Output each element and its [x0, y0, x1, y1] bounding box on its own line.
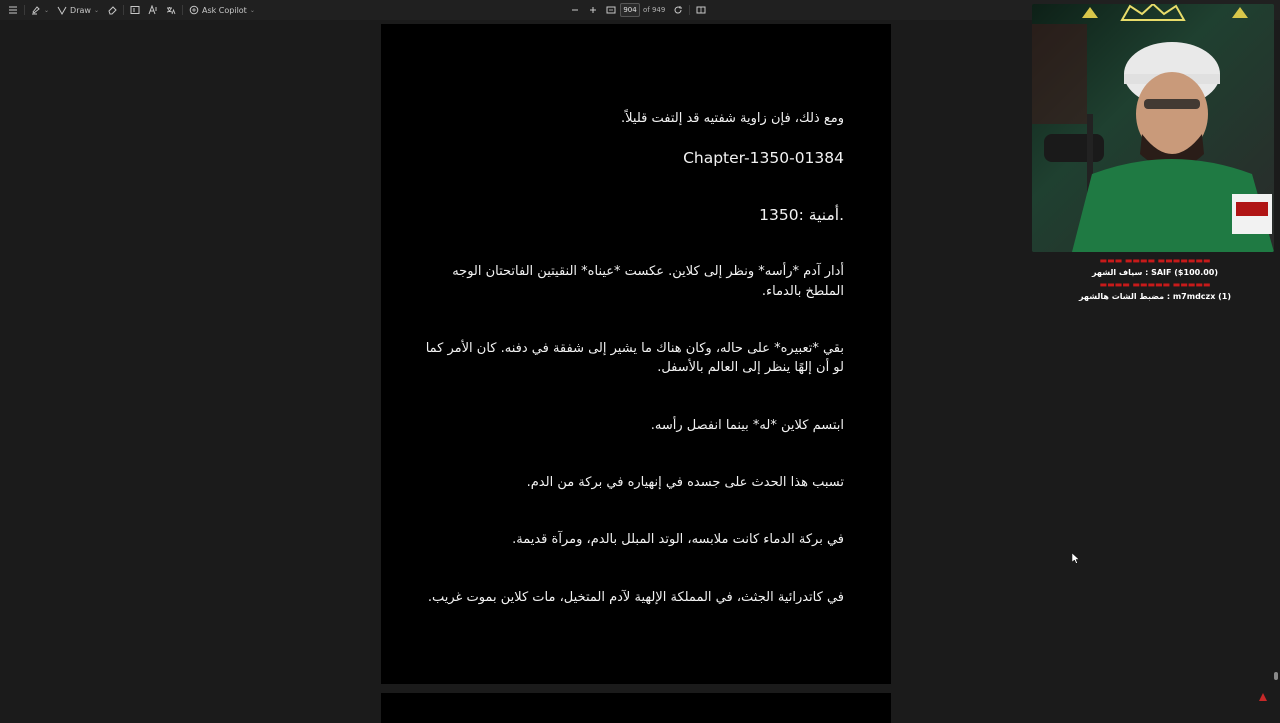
webcam-overlay	[1032, 4, 1274, 252]
contents-button[interactable]	[4, 2, 22, 18]
streamer-silhouette-icon	[1032, 4, 1274, 252]
read-aloud-button[interactable]	[144, 2, 162, 18]
pdf-icon	[1258, 692, 1268, 702]
text-line: ومع ذلك، فإن زاوية شفتيه قد إلتفت قليلاً.	[621, 111, 844, 126]
chat-line: m7mdczx (1) : مضبط الشات هالشهر	[1078, 292, 1232, 301]
list-icon	[8, 5, 18, 15]
left-tool-group	[4, 2, 259, 18]
mouse-cursor-icon	[1072, 553, 1080, 564]
ask-copilot-button[interactable]	[185, 2, 259, 18]
next-document-page	[381, 693, 891, 723]
page-total: of 949	[643, 6, 666, 14]
chevron-down-icon: ⌄	[93, 6, 99, 14]
eraser-icon	[107, 5, 117, 15]
document-page	[381, 24, 891, 684]
erase-button[interactable]	[103, 2, 121, 18]
rotate-button[interactable]	[669, 2, 687, 18]
minus-icon	[570, 5, 580, 15]
text-line: بقي *تعبيره* على حاله، وكان هناك ما يشير إلى شفقة في دفنه. كان الأمر كما	[425, 341, 844, 356]
read-aloud-icon	[148, 5, 158, 15]
fit-page-icon	[606, 5, 616, 15]
toolbar-divider	[24, 5, 25, 15]
plus-icon	[588, 5, 598, 15]
zoom-in-button[interactable]	[584, 2, 602, 18]
stream-chat-overlay	[1060, 255, 1250, 303]
chevron-down-icon: ⌄	[44, 6, 50, 14]
page-navigation	[566, 2, 710, 18]
scrollbar-thumb[interactable]	[1274, 672, 1278, 680]
highlight-button[interactable]	[27, 2, 53, 18]
translate-button[interactable]	[162, 2, 180, 18]
draw-label: Draw	[70, 5, 91, 15]
textbox-icon	[130, 5, 140, 15]
zoom-out-button[interactable]	[566, 2, 584, 18]
chapter-title: 1350: أمنية.	[759, 206, 844, 224]
text-line: لو أن إلهًا ينظر إلى العالم بالأسفل.	[657, 360, 844, 375]
rotate-icon	[673, 5, 683, 15]
text-line: الملطخ بالدماء.	[761, 284, 844, 299]
text-line: ابتسم كلاين *له* بينما انفصل رأسه.	[650, 418, 844, 433]
text-line: في كاتدرائية الجثث، في المملكة الإلهية لآدم المتخيل، مات كلاين بموت غريب.	[427, 590, 844, 605]
ask-copilot-label: Ask Copilot	[201, 5, 247, 15]
pen-icon	[57, 5, 67, 15]
chevron-down-icon: ⌄	[249, 6, 255, 14]
fit-page-button[interactable]	[602, 2, 620, 18]
draw-button[interactable]	[53, 2, 103, 18]
page-view-button[interactable]	[692, 2, 710, 18]
toolbar-divider	[182, 5, 183, 15]
highlighter-icon	[31, 5, 41, 15]
page-view-icon	[696, 5, 706, 15]
textbox-button[interactable]	[126, 2, 144, 18]
chat-line: SAIF ($100.00) : سياف الشهر	[1091, 268, 1219, 277]
toolbar-divider	[123, 5, 124, 15]
copilot-icon	[189, 5, 199, 15]
text-line: تسبب هذا الحدث على جسده في إنهياره في بركة من الدم.	[526, 475, 844, 490]
text-line: أدار آدم *رأسه* ونظر إلى كلاين. عكست *عيناه* النقيتين الفاتحتان الوجه	[452, 264, 844, 279]
text-line: في بركة الدماء كانت ملابسه، الوتد المبلل بالدم، ومرآة قديمة.	[512, 532, 844, 547]
chapter-id: Chapter-1350-01384	[683, 149, 844, 167]
page-number-input[interactable]: 904	[620, 3, 640, 17]
chat-line-obscured: ▬▬▬▬▬ ▬▬▬▬▬ ▬▬▬▬	[1099, 280, 1211, 289]
translate-icon	[166, 5, 176, 15]
toolbar-divider	[689, 5, 690, 15]
chat-line-obscured: ▬▬▬▬▬▬▬ ▬▬▬▬ ▬▬▬	[1099, 256, 1211, 265]
